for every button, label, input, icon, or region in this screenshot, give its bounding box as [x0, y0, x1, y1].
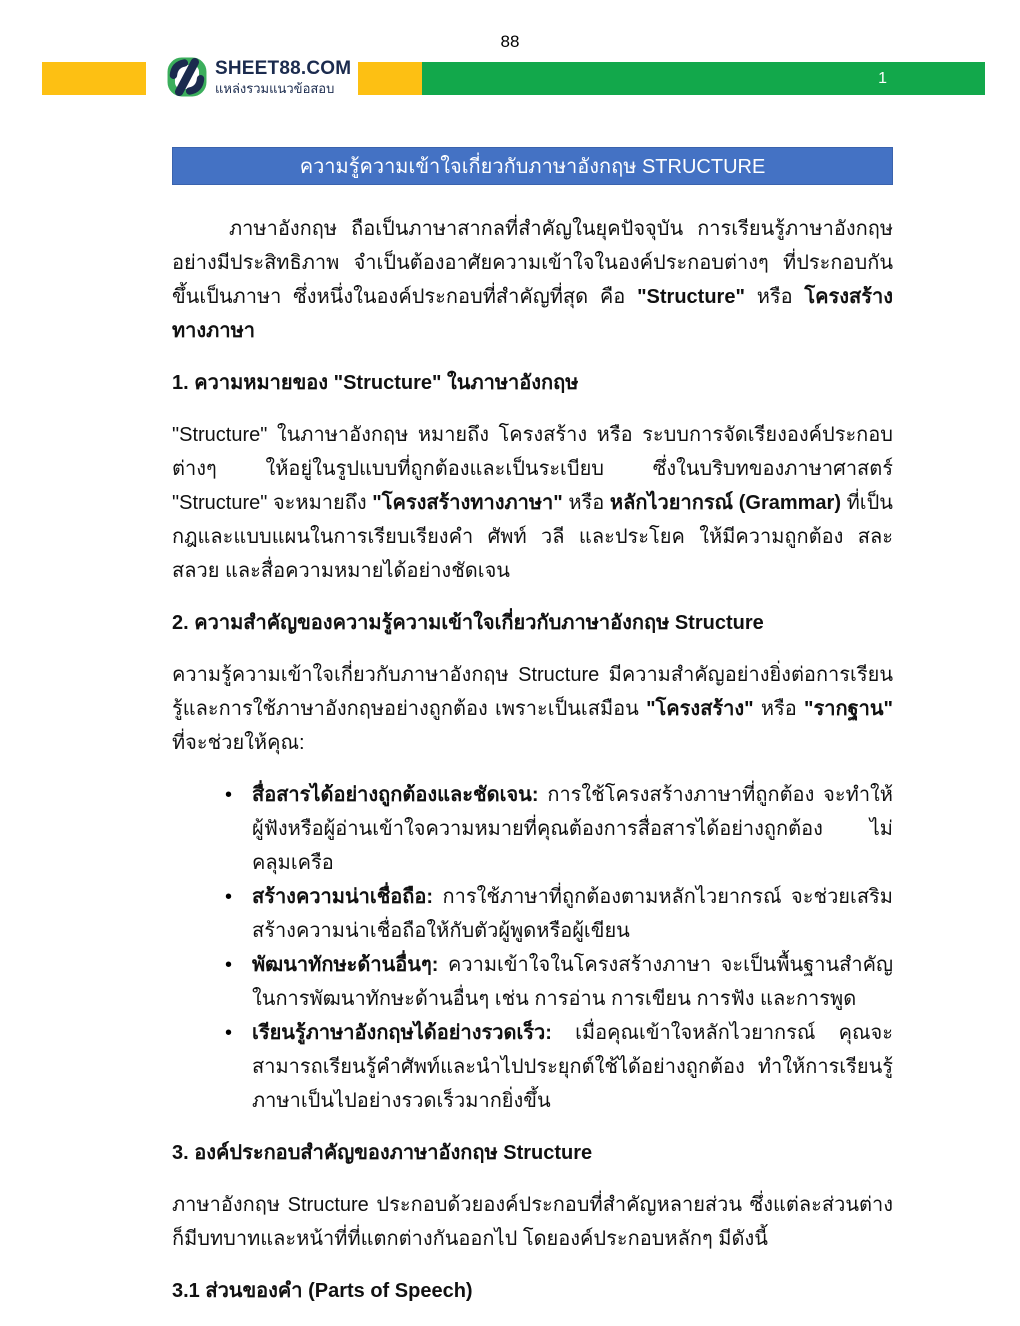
section-heading: [172, 366, 893, 400]
header-yellow-bar-left: [42, 62, 146, 95]
section-heading: [172, 606, 893, 640]
text-run: การใช้โครงสร้างภาษาที่ถูกต้อง จะทำให้ผู้ฟังหรือผู้อ่านเข้าใจความหมายที่คุณต้องการสื่อสารได้อย่างถูกต้อง ไม่คลุมเครือ: [252, 784, 893, 874]
text-run: เมื่อคุณเข้าใจหลักไวยากรณ์ คุณจะสามารถเรียนรู้คำศัพท์และนำไปประยุกต์ใช้ได้อย่างถูกต้อง ทำให้การเรียนรู้ภาษาเป็นไปอย่างรวดเร็วมากยิ่งขึ้น: [252, 1022, 893, 1112]
bold-text-run: "Structure": [637, 286, 745, 308]
bullet-item: [252, 1016, 893, 1118]
bullet-item: [252, 948, 893, 1016]
bullet-item: [252, 880, 893, 948]
text-run: ความเข้าใจในโครงสร้างภาษา จะเป็นพื้นฐานสำคัญในการพัฒนาทักษะด้านอื่นๆ เช่น การอ่าน การเขียน การฟัง และการพูด: [252, 954, 893, 1010]
header-yellow-bar-mid: [358, 62, 422, 95]
text-run: หรือ: [562, 492, 610, 514]
title-banner: ความรู้ความเข้าใจเกี่ยวกับภาษาอังกฤษ STRUCTURE: [172, 147, 893, 185]
page-number-badge: 1: [878, 69, 887, 87]
text-run: ภาษาอังกฤษ Structure ประกอบด้วยองค์ประกอบที่สำคัญหลายส่วน ซึ่งแต่ละส่วนต่างก็มีบทบาทและหน้าที่ที่แตกต่างกันออกไป โดยองค์ประกอบหลักๆ มีดังนี้: [172, 1194, 893, 1250]
bold-text-run: "โครงสร้างทางภาษา": [372, 492, 563, 514]
document-content: [172, 212, 893, 1326]
text-run: ภาษาอังกฤษ ถือเป็นภาษาสากลที่สำคัญในยุคปัจจุบัน การเรียนรู้ภาษาอังกฤษอย่างมีประสิทธิภาพ จำเป็นต้องอาศัยความเข้าใจในองค์ประกอบต่างๆ ที่ประกอบกันขึ้นเป็นภาษา ซึ่งหนึ่งในองค์ประกอบที่สำคัญที่สุด คือ: [172, 218, 893, 308]
paragraph: [172, 212, 893, 348]
section-heading: [172, 1136, 893, 1170]
logo-text: [215, 59, 351, 96]
paragraph: [172, 1188, 893, 1256]
bullet-list: [172, 778, 893, 1118]
sheet88-logo: [166, 56, 351, 98]
bold-text-run: "โครงสร้าง": [646, 698, 754, 720]
bold-text-run: หลักไวยากรณ์ (Grammar): [609, 492, 841, 514]
bold-text-run: 2. ความสำคัญของความรู้ความเข้าใจเกี่ยวกับภาษาอังกฤษ Structure: [172, 612, 764, 634]
text-run: ที่เป็นกฎและแบบแผนในการเรียบเรียงคำ ศัพท์ วลี และประโยค ให้มีความถูกต้อง สละสลวย และสื่อความหมายได้อย่างชัดเจน: [172, 492, 893, 582]
bold-text-run: พัฒนาทักษะด้านอื่นๆ:: [252, 954, 439, 976]
brand-name: SHEET88.COM: [215, 57, 352, 79]
text-run: ที่จะช่วยให้คุณ:: [172, 732, 305, 754]
bullet-item: [252, 778, 893, 880]
bold-text-run: โครงสร้างทางภาษา: [172, 286, 893, 342]
bold-text-run: สื่อสารได้อย่างถูกต้องและชัดเจน:: [252, 784, 539, 806]
text-run: การใช้ภาษาที่ถูกต้องตามหลักไวยากรณ์ จะช่วยเสริมสร้างความน่าเชื่อถือให้กับตัวผู้พูดหรือผู้เขียน: [252, 886, 893, 942]
brand-tagline: แหล่งรวมแนวข้อสอบ: [215, 80, 335, 96]
section-heading: [172, 1274, 893, 1308]
bold-text-run: "รากฐาน": [804, 698, 893, 720]
sheet88-logo-icon: [166, 56, 208, 98]
text-run: "Structure" ในภาษาอังกฤษ หมายถึง โครงสร้าง หรือ ระบบการจัดเรียงองค์ประกอบต่างๆ ให้อยู่ในรูปแบบที่ถูกต้องและเป็นระเบียบ ซึ่งในบริบทของภาษาศาสตร์ "Structure" จะหมายถึง: [172, 424, 893, 514]
header-green-bar: [422, 62, 985, 95]
bold-text-run: 1. ความหมายของ "Structure" ในภาษาอังกฤษ: [172, 372, 579, 394]
bold-text-run: 3.1 ส่วนของคำ (Parts of Speech): [172, 1280, 473, 1302]
bold-text-run: เรียนรู้ภาษาอังกฤษได้อย่างรวดเร็ว:: [252, 1022, 552, 1044]
bold-text-run: 3. องค์ประกอบสำคัญของภาษาอังกฤษ Structure: [172, 1142, 593, 1164]
paragraph: [172, 658, 893, 760]
text-run: หรือ: [753, 698, 805, 720]
paragraph: [172, 418, 893, 588]
text-run: ความรู้ความเข้าใจเกี่ยวกับภาษาอังกฤษ Structure มีความสำคัญอย่างยิ่งต่อการเรียนรู้และการใช้ภาษาอังกฤษอย่างถูกต้อง เพราะเป็นเสมือน: [172, 664, 893, 720]
text-run: หรือ: [744, 286, 805, 308]
top-page-number: 88: [500, 32, 520, 51]
bold-text-run: สร้างความน่าเชื่อถือ:: [252, 886, 434, 908]
